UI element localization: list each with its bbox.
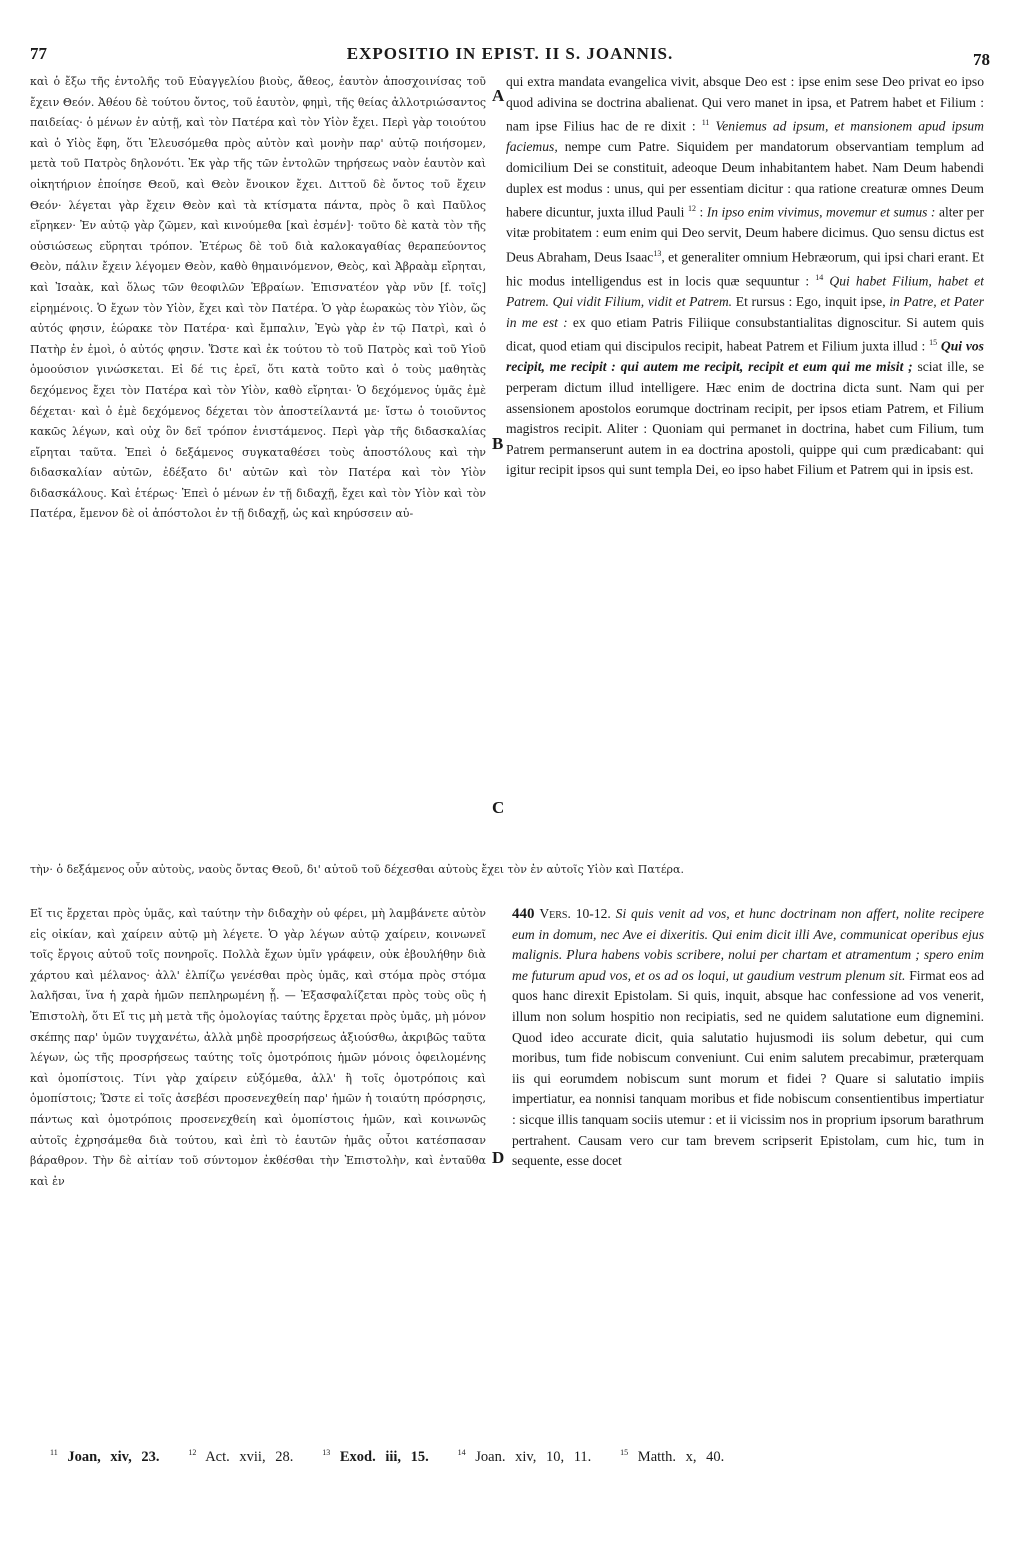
greek-column-bottom: [30, 904, 486, 1404]
column-number: 440: [512, 906, 535, 922]
footnote-text: Joan. xiv, 10, 11.: [475, 1448, 592, 1465]
latin-text: alter per vitæ probitatem : eum enim qui Deo servit, Deum habere dicimus. Quo sensu dictus est Deus Abraham, Deus Isaac: [506, 204, 984, 265]
margin-marker-b: B: [492, 434, 504, 453]
latin-text: qui extra mandata evangelica vivit, absque Deo est : ipse enim sese Deo privat eo ipso quod adivina se doctrina abalienat. Qui vero manet in ipsa, et Patrem habet et Filium : nam ipse Filius hac de re dixit :: [506, 74, 984, 134]
footnote-text: Matth. x, 40.: [637, 1448, 725, 1465]
footnote-ref: 12: [687, 204, 696, 214]
latin-quote: Veniemus ad ipsum, et mansionem apud ipsum faciemus,: [506, 118, 984, 155]
footnote: [188, 1449, 293, 1465]
latin-text: Firmat eos ad quos hanc direxit Epistolam. Si quis, inquit, absque hac confessione ad vos venerit, illum non solum hospitio non recipiatis, sed ne quidem salutatione eum dignemini. Quod ideo accurate dicit, quia salutatio hujusmodi iis solum debetur, qui cum moribus, tum fide nobiscum conveniunt. Cui enim salutem precabimur, præterquam iis qui eorumdem nobiscum sunt morum et fidei ? Quare si salutatio impiis impertiatur, ea nonnisi tanquam moribus et fide nobiscum consentientibus impertiatur : sicque illis tanquam sociis utemur : et ii vicissim nos in proprium ipsorum barathrum pertrahent. Causam vero cur tam brevem scripserit Epistolam, cum hic, tum in sequente, esse docet: [512, 967, 984, 1169]
page-header: [30, 44, 990, 74]
footnotes: [50, 1448, 988, 1466]
margin-marker-a: A: [492, 86, 505, 105]
latin-column-bottom: [512, 904, 984, 1404]
footnote-text: Exod. iii, 15.: [339, 1448, 429, 1465]
latin-text: nempe cum Patre. Siquidem per mandatorum observantiam templum ad domicilium Dei se constituit, adeoque Deum inhabitantem habet. Nam Deum habendi duplex est modus : unus, qui per essentiam dicitur : qua ratione creaturæ omnes Deum habere dicuntur, juxta illud Pauli: [506, 139, 984, 220]
footnote-number: 14: [457, 1448, 466, 1457]
margin-marker-d: D: [492, 1148, 505, 1167]
latin-quote: Qui habet Filium, habet et Patrem. Qui vidit Filium, vidit et Patrem.: [506, 273, 984, 310]
footnote-number: 15: [620, 1448, 629, 1457]
margin-marker-c: C: [492, 798, 505, 817]
latin-text: ex quo etiam Patris Filiique consubstantialitas dignoscitur. Si autem quis dicat, quod etiam qui discipulos recipit, habeat Patrem et Filium juxta illud :: [506, 314, 984, 354]
latin-text: Et rursus : Ego, inquit ipse,: [735, 294, 886, 310]
footnote-ref: 15: [929, 338, 938, 348]
greek-spill-line: [30, 860, 986, 879]
footnote: [322, 1449, 429, 1465]
footnote-ref: 14: [815, 272, 824, 282]
latin-quote: Si quis venit ad vos, et hunc doctrinam non affert, nolite recipere eum in domum, nec Ave ei dixeritis. Qui enim dicit illi Ave, communicat operibus ejus malignis. Plura habens vobis scribere, nolui per chartam et atramentum ; spero enim me futurum apud vos, et os ad os loqui, ut gaudium vestrum plenum sit.: [512, 906, 984, 983]
footnote-number: 12: [188, 1448, 197, 1457]
footnote: [50, 1449, 160, 1465]
latin-text-top: qui extra mandata evangelica vivit, absque Deo est : ipse enim sese Deo privat eo ipso quod adivina se doctrina abalienat. Qui vero manet in ipsa, et Patrem habet et Filium : nam ipse Filius hac de re dixit : $^{11}$ Veniemus ad ipsum, et mansionem apud ipsum faciemus, nempe cum Patre. Siquidem per mandatorum observantiam templum ad domicilium Dei se constituit, adeoque Deum inhabitantem habet. Nam Deum habendi duplex est modus : unus, qui per essentiam dicitur : qua ratione creaturæ omnes Deum habere dicuntur, juxta illud Pauli $^{12}$ : In ipso enim vivimus, movemur et sumus : alter per vitæ probitatem : eum enim qui Deo servit, Deum habere dicimus. Quo sensu dictus est Deus Abraham, Deus Isaac$^{13}$, et generaliter omnium Hebræorum, qui ipsi chari erant. Et hic modus intelligendus est in locis quæ sequuntur : $^{14}$ Qui habet Filium, habet et Patrem. Qui vidit Filium, vidit et Patrem. Et rursus : Ego, inquit ipse, in Patre, et Pater in me est : ex quo etiam Patris Filiique consubstantialitas dignoscitur. Si autem quis dicat, quod etiam qui discipulos recipit, habeat Patrem et Filium juxta illud : $^{15}$ Qui vos recipit, me recipit : qui autem me recipit, recipit et eum qui me misit ; sciat ille, se perperam dictum illud intelligere. Hæc enim de doctrina dicta sunt. Nam qui per assensionem apostolos eorumque doctrinam recipit, per ipsos etiam Patrem, et Filium magistros recipit. Aliter : Quoniam qui permanet in doctrina, habet cum Filium, tum Patrem permanserunt autem in ea doctrina apostoli, quippe qui cum prædicabant: qui igitur recipit ipsos qui sunt templa Dei, eo ipso habet Filium et Patrem qui in ipsis est.: [506, 74, 984, 478]
running-title: EXPOSITIO IN EPIST. II S. JOANNIS.: [346, 44, 674, 63]
verse-reference: Vers. 10-12.: [539, 906, 611, 921]
greek-text-bottom: Εἴ τις ἔρχεται πρὸς ὑμᾶς, καὶ ταύτην τὴν διδαχὴν οὐ φέρει, μὴ λαμβάνετε αὐτὸν εἰς οἰκίαν, καὶ χαίρειν αὐτῷ μὴ λέγετε. Ὁ γὰρ λέγων αὐτῷ χαίρειν, κοινωνεῖ τοῖς ἔργοις αὐτοῦ τοῖς πονηροῖς. Πολλὰ ἔχων ὑμῖν γράφειν, οὐκ ἐβουλήθην διὰ χάρτου καὶ μέλανος· ἀλλ' ἐλπίζω γενέσθαι πρὸς ὑμᾶς, καὶ στόμα πρὸς στόμα λαλῆσαι, ἵνα ἡ χαρὰ ἡμῶν πεπληρωμένη ᾖ. — Ἐξασφαλίζεται πρὸς τοὺς οὓς ἡ Ἐπιστολὴ, ὅτι Εἴ τις μὴ μετὰ τῆς ὁμολογίας ταύτης ἔρχεται πρὸς ὑμᾶς, μὴ μόνον σκέπης παρ' ὑμῶν τυγχανέτω, ἀλλὰ μηδὲ προσρήσεως ἀξιούσθω, ἀκριβῶς ταῦτα λέγων, ὡς τῆς προσρήσεως ταύτης τοῖς ὁμοτρόποις ἡμῶν μόνοις ὀφειλομένης καὶ ὁμοπίστοις. Τίνι γὰρ χαίρειν εὐξόμεθα, ἀλλ' ἢ τοῖς ὁμοτρόποις καὶ ὁμοπίστοις; Ὥστε εἰ τοῖς ἀσεβέσι προσενεχθείη παρ' ἡμῶν ἡ τοιαύτη πρόσρησις, πάντως καὶ ὁμοτρόποις προσενεχθείη καὶ ὁμοπίστοις ἡμῶν, καὶ κοινωνῶς αὐτοῖς ἐχρησάμεθα διὰ τούτου, καὶ ἐπὶ τὸ ἑαυτῶν ἡμᾶς οὗτοι κατέσπασαν βάραθρον. Τὴν δὲ αἰτίαν τοῦ σύντομον ἐκθέσθαι τὴν Ἐπιστολὴν, καὶ ἐνταῦθα καὶ ἐν: [30, 907, 486, 1188]
latin-text: , et generaliter omnium Hebræorum, qui ipsi chari erant. Et hic modus intelligendus est in locis quæ sequuntur :: [506, 249, 984, 289]
latin-quote: in Patre, et Pater in me est :: [506, 294, 984, 330]
footnote-ref: 13: [653, 248, 662, 258]
footnote-text: Joan, xiv, 23.: [67, 1448, 160, 1465]
footnote-text: Act. xvii, 28.: [205, 1448, 294, 1465]
latin-text: sciat ille, se perperam dictum illud intelligere. Hæc enim de doctrina dicta sunt. Nam qui per assensionem apostolos eorumque doctrinam recipit, per ipsos etiam Patrem, et Filium magistros recipit. Aliter : Quoniam qui permanet in doctrina, habet cum Filium, tum Patrem permanserunt autem in ea doctrina apostoli, quippe qui cum prædicabant: qui igitur recipit ipsos qui sunt templa Dei, eo ipso habet Filium et Patrem qui in ipsis est.: [506, 359, 984, 478]
latin-quote: In ipso enim vivimus, movemur et sumus :: [706, 204, 936, 220]
footnote-number: 11: [50, 1448, 58, 1457]
footnote-number: 13: [322, 1448, 331, 1457]
footnote-ref: 11: [701, 118, 710, 128]
footnote: [458, 1449, 592, 1465]
greek-spill-text: τὴν· ὁ δεξάμενος οὖν αὐτοὺς, ναοὺς ὄντας Θεοῦ, δι' αὐτοῦ τοῦ δέχεσθαι αὐτοὺς ἔχει τὸν ἐν αὐτοῖς Υἱὸν καὶ Πατέρα.: [30, 863, 684, 876]
greek-column-top: [30, 72, 486, 828]
greek-text-top: καὶ ὁ ἔξω τῆς ἐντολῆς τοῦ Εὐαγγελίου βιοὺς, ἄθεος, ἑαυτὸν ἀποσχοινίσας τοῦ ἔχειν Θεόν. Ἀθέου δὲ τούτου ὄντος, τοῦ ἑαυτὸν, φημὶ, τῆς θείας ἀλλοτριώσαντος παιδείας· ὁ μένων ἐν αὐτῇ, καὶ τὸν Πατέρα καὶ τὸν Υἱὸν ἔχει. Περὶ γὰρ τοιούτου καὶ ὁ Υἱὸς ἔφη, ὅτι Ἐλευσόμεθα πρὸς αὐτὸν καὶ μονὴν παρ' αὐτῷ ποιήσομεν, μετὰ τοῦ Πατρὸς δηλονότι. Ἐκ γὰρ τῆς τῶν ἐντολῶν τηρήσεως ναὸν ἑαυτὸν καὶ οἰκητήριον ἐποίησε Θεοῦ, καὶ Θεὸν ἔνοικον ἔχει. Διττοῦ δὲ ὄντος τοῦ ἔχειν Θεόν· λέγεται γὰρ ἔχειν Θεὸν καὶ τὰ κτίσματα πάντα, πρὸς ὃ καὶ Παῦλος εἴρηκεν· Ἐν αὐτῷ γὰρ ζῶμεν, καὶ κινούμεθα [καὶ ἐσμέν]· τοῦτο δὲ κατὰ τὸν τῆς οὐσιώσεως εὕρηται τρόπον. Ἑτέρως δὲ τοῦ διὰ καλοκαγαθίας θεραπεύοντος Θεὸν, πάλιν ἔχειν λέγομεν Θεὸν, καθὸ θημαινόμενον, Θεὸς, καὶ Ἀβραὰμ εἴρηται, καὶ Ἰσαὰκ, καὶ ὅλως τῶν θεοφιλῶν Ἑβραίων. Ἐπισνατέον γὰρ νῦν [f. τοῖς] εἰρημένοις. Ὁ ἔχων τὸν Υἱὸν, ἔχει καὶ τὸν Πατέρα. Ὁ γὰρ ἑωρακὼς τὸν Υἱὸν, ὥς αὐτός φησιν, ἑώρακε τὸν Πατέρα· καὶ ἔμπαλιν, Ἐγὼ γὰρ ἐν τῷ Πατρὶ, καὶ ὁ Πατὴρ ἐν ἐμοὶ, ὁ αὐτός φησιν. Ὥστε καὶ ἐκ τούτου τὸ τοῦ Πατρὸς καὶ τοῦ Υἱοῦ ὁμοούσιον γινώσκεται. Εἰ δέ τις ἐρεῖ, ὅτι κατὰ τοῦτο καὶ ὁ τοὺς μαθητὰς δεχόμενος ἔχει τὸν Πατέρα καὶ τὸν Υἱὸν, καθὸ εἴρηται· Ὁ δεχόμενος ὑμᾶς ἐμὲ δέχεται· καὶ ὁ ἐμὲ δεχόμενος δέχεται τὸν ἀποστείλαντά με· ἴστω ὁ τοιοῦντος κακῶς λέγων, καὶ οὐχ ὃν δεῖ τρόπον ἐνιστάμενος. Περὶ γὰρ τῆς διδασκαλίας εἴρηται ταῦτα. Ἐπεὶ ὁ δεξάμενος συγκαταθέσει τοὺς ἀποστόλους καὶ τὴν διδασκαλίαν αὐτῶν, ἐδέξατο δι' αὐτῶν καὶ τὸν Πατέρα καὶ τὸν Υἱὸν διδασκάλους. Καὶ ἑτέρως· Ἐπεὶ ὁ μένων ἐν τῇ διδαχῇ, ἔχει καὶ τὸν Υἱὸν καὶ τὸν Πατέρα, ἔμενον δὲ οἱ ἀπόστολοι ἐν τῇ διδαχῇ, ὡς καὶ κηρύσσειν αὐ-: [30, 75, 486, 521]
latin-quote: Qui vos recipit, me recipit : qui autem me recipit, recipit et eum qui me misit ;: [506, 338, 984, 375]
latin-column-top: [506, 72, 984, 862]
latin-text-bottom: [512, 904, 984, 1172]
footnote: [620, 1449, 724, 1465]
page-number-right: 78: [973, 50, 990, 69]
page-number-left: 77: [30, 44, 47, 63]
